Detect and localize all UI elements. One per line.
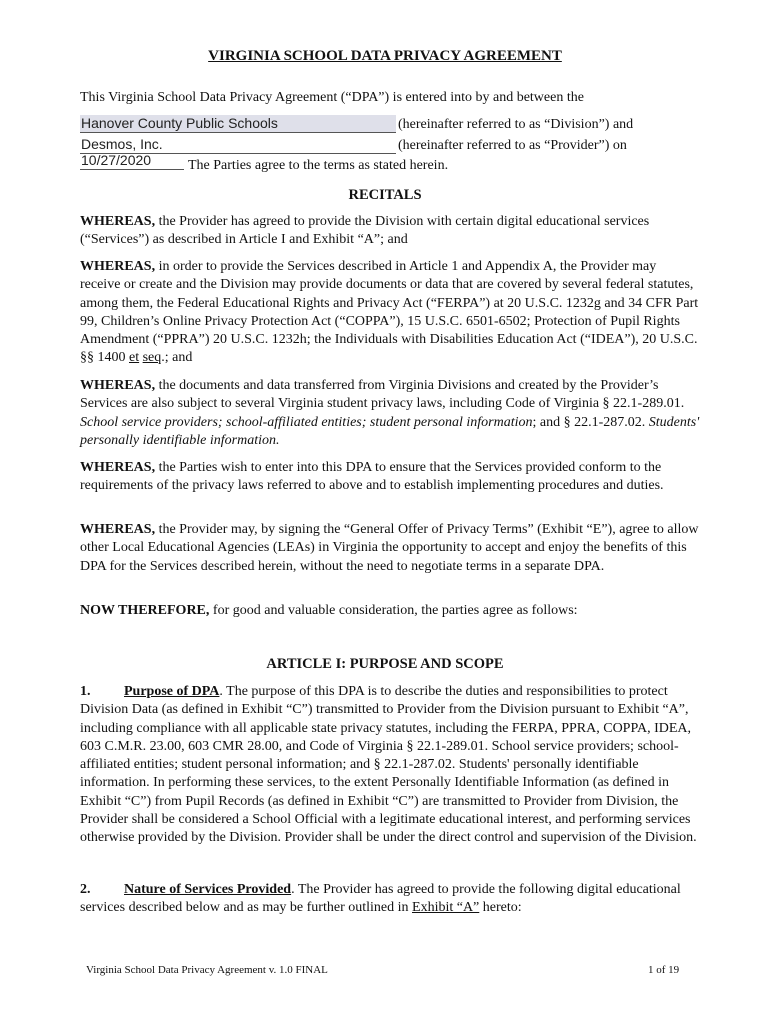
whereas-lead: WHEREAS, [80, 214, 156, 229]
provider-field[interactable]: Desmos, Inc. [80, 136, 396, 154]
section-text: . The Provider has agreed to provide the following digital educational services described below and as may be further outlined in [80, 882, 681, 916]
section-number: 1. [80, 684, 91, 699]
whereas-paragraph-2 [80, 258, 700, 368]
whereas-text: in order to provide the Services described in Article 1 and Appendix A, the Provider may receive or create and the Division may provide documents or data that are covered by several federal statutes, among them, the Federal Educational Rights and Privacy Act (“FERPA”) at 20 U.S.C. 1232g and 34 CFR Part 99, Children’s Online Privacy Protection Act (“COPPA”), 15 U.S.C. 6501-6502; Protection of Pupil Rights Amendment (“PPRA”) 20 U.S.C. 1232h; the Individuals with Disabilities Education Act (“IDEA”), 20 U.S.C. §§ 1400 [80, 259, 699, 366]
exhibit-a-reference: Exhibit “A” [412, 900, 480, 916]
whereas-paragraph-5 [80, 521, 700, 576]
seq-text: seq [142, 350, 162, 366]
now-therefore-paragraph [80, 602, 700, 620]
date-suffix: The Parties agree to the terms as stated herein. [188, 158, 449, 173]
whereas-lead: WHEREAS, [80, 378, 156, 393]
section-text: . The purpose of this DPA is to describe the duties and responsibilities to protect Division Data (as defined in Exhibit “C”) transmitted to Provider from the Division pursuant to Exhibit “A”, including compliance with all applicable state privacy statutes, including the FERPA, PPRA, COPPA, IDEA, 603 C.M.R. 23.00, 603 CMR 28.00, and Code of Virginia § 22.1-289.01. School service providers; school-affiliated entities; student personal information; and § 22.1-287.02. Students' personally identifiable information. In performing these services, to the extent Personally Identifiable Information (as defined in Exhibit “C”) from Pupil Records (as defined in Exhibit “C”) are transmitted to Provider from Division, the Provider shall be considered a School Official with a legitimate educational interest, and performing services otherwise provided by the Division. Provider shall be under the direct control and supervision of the Division. [80, 684, 697, 846]
statute-title-a: School service providers; school-affiliated entities; student personal information [80, 414, 533, 430]
footer-version: Virginia School Data Privacy Agreement v. 1.0 FINAL [86, 964, 328, 976]
whereas-lead: WHEREAS, [80, 460, 156, 475]
date-field[interactable]: 10/27/2020 [80, 152, 184, 170]
whereas-text-end: .; and [161, 350, 193, 366]
et-text: et [129, 350, 140, 366]
whereas-paragraph-4 [80, 459, 700, 496]
article-heading: ARTICLE I: PURPOSE AND SCOPE [266, 656, 504, 672]
whereas-lead: WHEREAS, [80, 259, 156, 274]
division-suffix: (hereinafter referred to as “Division”) and [398, 117, 634, 132]
now-therefore-lead: NOW THEREFORE, [80, 603, 210, 618]
section-1-paragraph [80, 683, 700, 848]
whereas-text-mid: ; and § 22.1-287.02. [532, 414, 649, 430]
whereas-text: the documents and data transferred from Virginia Divisions and created by the Provider’s Services are also subject to several Virginia student privacy laws, including Code of Virginia § 22.1-289.01. [80, 378, 685, 412]
section-heading: Nature of Services Provided [124, 882, 292, 897]
document-title: VIRGINIA SCHOOL DATA PRIVACY AGREEMENT [208, 48, 562, 64]
section-2-paragraph [80, 881, 700, 918]
whereas-lead: WHEREAS, [80, 522, 156, 537]
whereas-text: the Provider may, by signing the “General Offer of Privacy Terms” (Exhibit “E”), agree to allow other Local Educational Agencies (LEAs) in Virginia the opportunity to accept and enjoy the benefits of this DPA for the Services described herein, without the need to negotiate terms in a separate DPA. [80, 522, 699, 574]
whereas-text: the Provider has agreed to provide the Division with certain digital educational services (“Services”) as described in Article I and Exhibit “A”; and [80, 214, 650, 248]
whereas-paragraph-1 [80, 213, 700, 250]
intro-text: This Virginia School Data Privacy Agreement (“DPA”) is entered into by and between the [80, 90, 584, 105]
now-therefore-text: for good and valuable consideration, the parties agree as follows: [209, 603, 578, 618]
page-number: 1 of 19 [648, 964, 680, 976]
section-text-end: hereto: [479, 900, 522, 916]
recitals-heading: RECITALS [348, 187, 422, 203]
division-field[interactable]: Hanover County Public Schools [80, 115, 396, 133]
statute-title-b: Students' personally identifiable information. [80, 414, 700, 448]
section-number: 2. [80, 882, 91, 897]
section-heading: Purpose of DPA [124, 684, 220, 699]
whereas-text: the Parties wish to enter into this DPA to ensure that the Services provided conform to the requirements of the privacy laws referred to above and to establish implementing procedures and duties. [80, 460, 664, 494]
whereas-paragraph-3 [80, 377, 700, 450]
provider-suffix: (hereinafter referred to as “Provider”) on [398, 138, 627, 153]
